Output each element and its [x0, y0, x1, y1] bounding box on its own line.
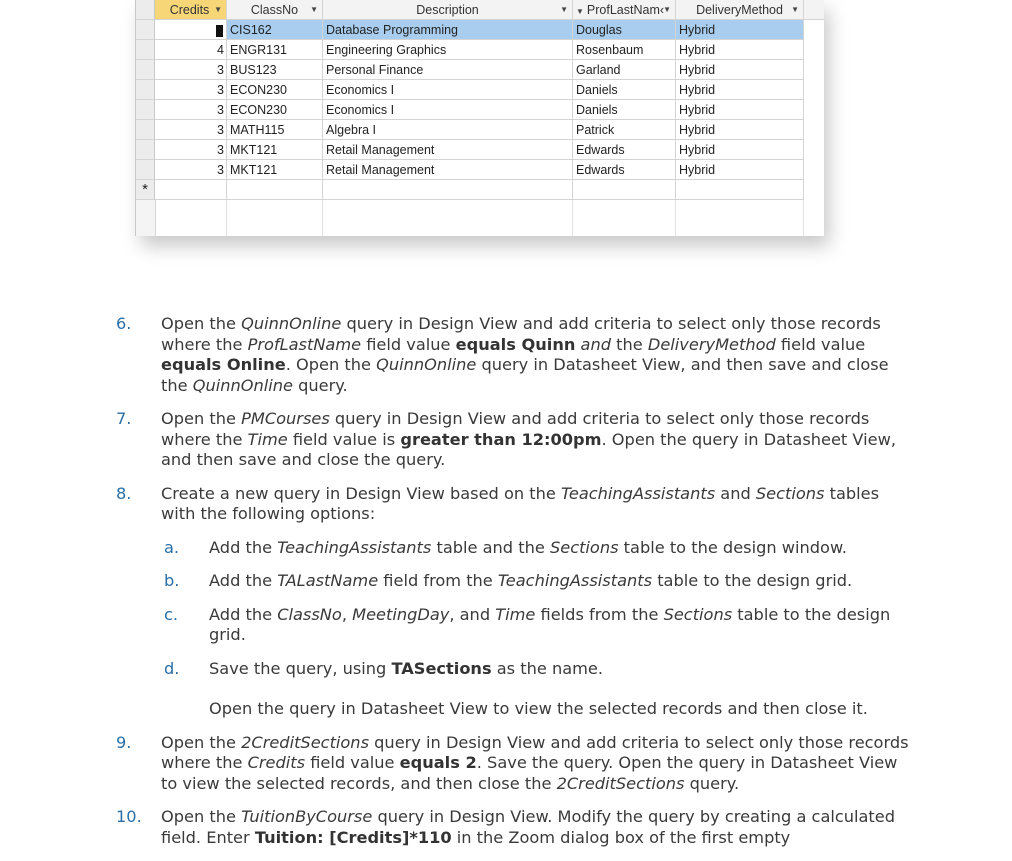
step-number: 7.: [116, 409, 132, 428]
cell-deliverymethod[interactable]: Hybrid: [676, 40, 804, 60]
record-selector[interactable]: [136, 160, 155, 180]
cell-classno[interactable]: ENGR131: [227, 40, 323, 60]
cell-proflastname[interactable]: Rosenbaum: [573, 40, 676, 60]
column-header-description[interactable]: Description ▼: [323, 0, 573, 20]
record-selector[interactable]: [136, 100, 155, 120]
cell-credits[interactable]: 3: [155, 60, 227, 80]
record-selector[interactable]: [136, 80, 155, 100]
cell-credits[interactable]: 3: [155, 120, 227, 140]
step-8b: b. Add the TALastName field from the TeachingAssistants table to the design grid.: [164, 571, 853, 590]
step-8: 8. Create a new query in Design View based on the TeachingAssistants and Sections tables with the following options:: [116, 483, 880, 523]
table-row[interactable]: [136, 60, 824, 80]
cell-credits[interactable]: 3: [155, 140, 227, 160]
substep-letter: d.: [164, 658, 180, 678]
cell-description[interactable]: Personal Finance: [323, 60, 573, 80]
sort-filter-icon[interactable]: ▼: [791, 5, 799, 14]
sort-filter-icon[interactable]: ▼: [663, 5, 671, 14]
cell-deliverymethod[interactable]: Hybrid: [676, 80, 804, 100]
table-row[interactable]: [136, 160, 824, 180]
step-8a: a. Add the TeachingAssistants table and the Sections table to the design window.: [164, 537, 847, 557]
cell-proflastname[interactable]: Patrick: [573, 120, 676, 140]
cell-description[interactable]: [323, 180, 573, 200]
instructions: [116, 314, 916, 861]
cell-description[interactable]: Algebra I: [323, 120, 573, 140]
datasheet: [135, 0, 824, 236]
sort-filter-icon[interactable]: ▼: [310, 5, 318, 14]
substep-letter: a.: [164, 537, 180, 557]
cell-proflastname[interactable]: Edwards: [573, 140, 676, 160]
cell-description[interactable]: Retail Management: [323, 140, 573, 160]
column-header-row: [136, 0, 824, 20]
record-selector[interactable]: [136, 40, 155, 60]
column-header-classno[interactable]: ClassNo ▼: [227, 0, 323, 20]
text-cursor: [216, 25, 223, 37]
cell-deliverymethod[interactable]: [676, 180, 804, 200]
cell-credits[interactable]: [155, 180, 227, 200]
cell-proflastname[interactable]: [573, 180, 676, 200]
cell-proflastname[interactable]: Edwards: [573, 160, 676, 180]
cell-credits[interactable]: 4: [155, 40, 227, 60]
substep-letter: c.: [164, 604, 179, 624]
step-7: 7. Open the PMCourses query in Design View and add criteria to select only those records where the Time field value is greater than 12:00pm. Open the query in Datasheet View, and then save and close the query.: [116, 409, 896, 469]
new-record-icon[interactable]: *: [136, 180, 155, 200]
cell-description[interactable]: Economics I: [323, 100, 573, 120]
cell-deliverymethod[interactable]: Hybrid: [676, 120, 804, 140]
cell-credits[interactable]: [155, 20, 227, 40]
cell-classno[interactable]: MATH115: [227, 120, 323, 140]
cell-classno[interactable]: MKT121: [227, 160, 323, 180]
cell-credits[interactable]: 3: [155, 80, 227, 100]
new-record-row[interactable]: [136, 180, 824, 200]
cell-description[interactable]: Economics I: [323, 80, 573, 100]
step-8-note: Open the query in Datasheet View to view the selected records and then close it.: [209, 699, 868, 718]
cell-description[interactable]: Retail Management: [323, 160, 573, 180]
cell-deliverymethod[interactable]: Hybrid: [676, 160, 804, 180]
step-8c: c. Add the ClassNo, MeetingDay, and Time fields from the Sections table to the design grid.: [164, 604, 891, 644]
record-selector[interactable]: [136, 120, 155, 140]
sort-filter-icon[interactable]: ▼: [560, 5, 568, 14]
step-10: 10. Open the TuitionByCourse query in Design View. Modify the query by creating a calculated field. Enter Tuition: [Credits]*110 in the Zoom dialog box of the first empty: [116, 807, 896, 847]
sort-filter-icon[interactable]: ▼: [214, 5, 222, 14]
step-number: 9.: [116, 732, 132, 752]
cell-classno[interactable]: ECON230: [227, 80, 323, 100]
cell-classno[interactable]: ECON230: [227, 100, 323, 120]
column-header-proflastname[interactable]: ▼ ProfLastNam‹ ▼: [573, 0, 676, 20]
cell-classno[interactable]: BUS123: [227, 60, 323, 80]
cell-proflastname[interactable]: Garland: [573, 60, 676, 80]
sort-filter-icon[interactable]: ▼: [576, 7, 584, 16]
cell-proflastname[interactable]: Douglas: [573, 20, 676, 40]
table-row[interactable]: [136, 40, 824, 60]
cell-credits[interactable]: 3: [155, 160, 227, 180]
cell-description[interactable]: Engineering Graphics: [323, 40, 573, 60]
step-9: 9. Open the 2CreditSections query in Design View and add criteria to select only those records where the Credits field value equals 2. Save the query. Open the query in Datasheet View to view the selected records, and then close the 2CreditSections query.: [116, 732, 909, 793]
cell-classno[interactable]: [227, 180, 323, 200]
cell-deliverymethod[interactable]: Hybrid: [676, 140, 804, 160]
cell-deliverymethod[interactable]: Hybrid: [676, 20, 804, 40]
substep-letter: b.: [164, 571, 180, 590]
table-row[interactable]: [136, 20, 824, 40]
column-header-credits[interactable]: Credits ▼: [155, 0, 227, 20]
column-header-deliverymethod[interactable]: DeliveryMethod ▼: [676, 0, 804, 20]
step-number: 6.: [116, 314, 132, 333]
step-6: 6. Open the QuinnOnline query in Design View and add criteria to select only those records where the ProfLastName field value equals Quinn and the DeliveryMethod field value equals Online. Open the QuinnOnline query in Datasheet View, and then save and close the QuinnOnline query.: [116, 314, 889, 395]
table-row[interactable]: [136, 100, 824, 120]
select-all-corner[interactable]: [136, 0, 155, 20]
cell-classno[interactable]: MKT121: [227, 140, 323, 160]
cell-deliverymethod[interactable]: Hybrid: [676, 60, 804, 80]
cell-description[interactable]: Database Programming: [323, 20, 573, 40]
cell-deliverymethod[interactable]: Hybrid: [676, 100, 804, 120]
cell-proflastname[interactable]: Daniels: [573, 80, 676, 100]
table-row[interactable]: [136, 120, 824, 140]
step-8d: d. Save the query, using TASections as the name.: [164, 658, 604, 678]
step-number: 8.: [116, 483, 132, 503]
cell-classno[interactable]: CIS162: [227, 20, 323, 40]
table-row[interactable]: [136, 140, 824, 160]
table-row[interactable]: [136, 80, 824, 100]
record-selector[interactable]: [136, 60, 155, 80]
step-number: 10.: [116, 807, 142, 826]
record-selector[interactable]: [136, 20, 155, 40]
cell-proflastname[interactable]: Daniels: [573, 100, 676, 120]
record-selector[interactable]: [136, 140, 155, 160]
column-header-empty: [804, 0, 824, 20]
datasheet-empty-area: [136, 200, 824, 236]
cell-credits[interactable]: 3: [155, 100, 227, 120]
